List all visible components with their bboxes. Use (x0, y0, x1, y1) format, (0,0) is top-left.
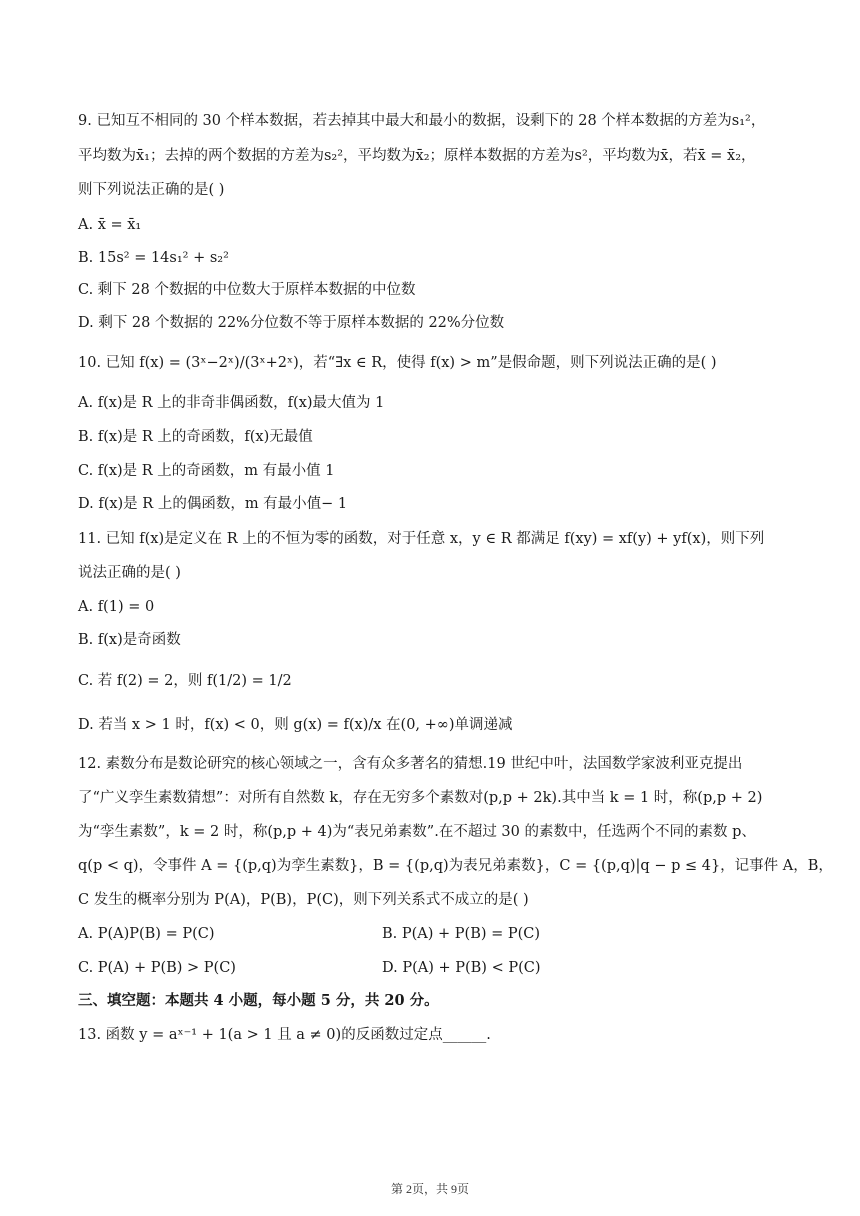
q12-stem-line-2: 了“广义孪生素数猜想”：对所有自然数 k，存在无穷多个素数对(p,p + 2k).其中当 k = 1 时，称(p,p + 2) (78, 790, 763, 806)
q12-option-b: B. P(A) + P(B) = P(C) (382, 926, 541, 942)
q12-stem-line-3: 为“孪生素数”，k = 2 时，称(p,p + 4)为“表兄弟素数”.在不超过 30 的素数中，任选两个不同的素数 p、 (78, 824, 756, 840)
q9-stem-line-3: 则下列说法正确的是( ) (78, 182, 225, 198)
q11-stem-line-2: 说法正确的是( ) (78, 565, 181, 581)
q12-option-c: C. P(A) + P(B) > P(C) (78, 960, 236, 976)
q12-stem-line-4: q(p < q)，令事件 A = {(p,q)为孪生素数}，B = {(p,q)为表兄弟素数}，C = {(p,q)|q − p ≤ 4}，记事件 A，B， (78, 858, 833, 874)
q10-option-d: D. f(x)是 R 上的偶函数，m 有最小值− 1 (78, 496, 348, 512)
q11-stem-line-1: 11. 已知 f(x)是定义在 R 上的不恒为零的函数，对于任意 x，y ∈ R 都满足 f(xy) = xf(y) + yf(x)，则下列 (78, 531, 765, 547)
section-heading-fill-in: 三、填空题：本题共 4 小题，每小题 5 分，共 20 分。 (78, 992, 439, 1009)
q12-option-a: A. P(A)P(B) = P(C) (78, 926, 215, 942)
q9-stem-line-2: 平均数为x̄₁；去掉的两个数据的方差为s₂²，平均数为x̄₂；原样本数据的方差为s²，平均数为x̄，若x̄ = x̄₂， (78, 148, 756, 164)
q9-option-a: A. x̄ = x̄₁ (78, 217, 142, 233)
q10-option-b: B. f(x)是 R 上的奇函数，f(x)无最值 (78, 429, 313, 445)
page-footer: 第 2页，共 9页 (390, 1182, 469, 1196)
q13-stem: 13. 函数 y = aˣ⁻¹ + 1(a > 1 且 a ≠ 0)的反函数过定点______. (78, 1027, 491, 1043)
q9-option-c: C. 剩下 28 个数据的中位数大于原样本数据的中位数 (78, 282, 416, 298)
q9-option-d: D. 剩下 28 个数据的 22%分位数不等于原样本数据的 22%分位数 (78, 315, 505, 331)
q11-option-c: C. 若 f(2) = 2，则 f(1/2) = 1/2 (78, 673, 292, 689)
q12-stem-line-5: C 发生的概率分别为 P(A)，P(B)，P(C)，则下列关系式不成立的是( ) (78, 892, 529, 908)
q11-option-d: D. 若当 x > 1 时，f(x) < 0，则 g(x) = f(x)/x 在(0, +∞)单调递减 (78, 717, 513, 733)
q9-option-b: B. 15s² = 14s₁² + s₂² (78, 250, 229, 266)
q12-stem-line-1: 12. 素数分布是数论研究的核心领域之一，含有众多著名的猜想.19 世纪中叶，法国数学家波利亚克提出 (78, 756, 743, 772)
q9-stem-line-1: 9. 已知互不相同的 30 个样本数据，若去掉其中最大和最小的数据，设剩下的 28 个样本数据的方差为s₁²， (78, 113, 766, 129)
q10-option-c: C. f(x)是 R 上的奇函数，m 有最小值 1 (78, 463, 335, 479)
q10-option-a: A. f(x)是 R 上的非奇非偶函数，f(x)最大值为 1 (78, 395, 385, 411)
q11-option-a: A. f(1) = 0 (78, 599, 155, 615)
q11-option-b: B. f(x)是奇函数 (78, 632, 181, 648)
q12-option-d: D. P(A) + P(B) < P(C) (382, 960, 541, 976)
q10-stem: 10. 已知 f(x) = (3ˣ−2ˣ)/(3ˣ+2ˣ)，若“∃x ∈ R，使得 f(x) > m”是假命题，则下列说法正确的是( ) (78, 355, 717, 371)
